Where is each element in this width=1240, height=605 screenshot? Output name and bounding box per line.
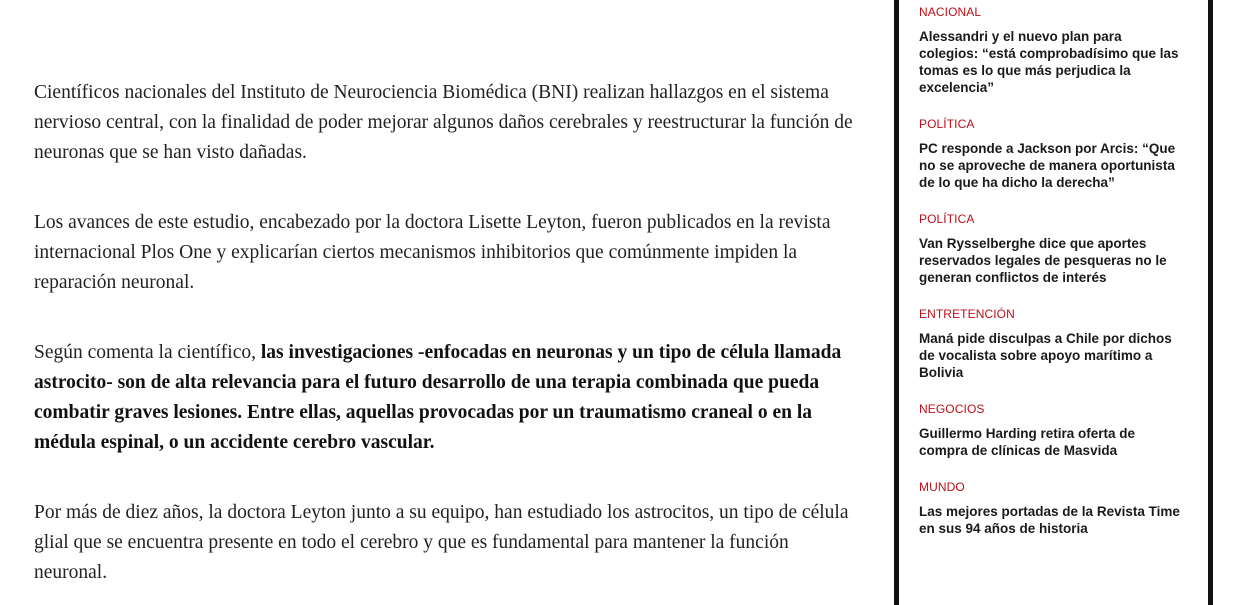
- sidebar-news-item[interactable]: [919, 117, 1208, 191]
- news-headline-link[interactable]: Alessandri y el nuevo plan para colegios: “está comprobadísimo que las tomas es lo que más perjudica la excelencia”: [919, 29, 1179, 95]
- sidebar-list: [899, 0, 1208, 537]
- paragraph-3-highlight: las investigaciones -enfocadas en neuronas y un tipo de célula llamada astrocito- son de alta relevancia para el futuro desarrollo de una terapia combinada que pueda combatir graves lesiones. Entre ellas, aquellas provocadas por un traumatismo craneal o en la médula espinal, o un accidente cerebro vascular.: [34, 342, 842, 453]
- sidebar-news-item[interactable]: [919, 402, 1208, 459]
- news-category[interactable]: ENTRETENCIÓN: [919, 307, 1015, 321]
- sidebar-news-item[interactable]: [919, 5, 1208, 96]
- news-category[interactable]: POLÍTICA: [919, 117, 975, 131]
- article-paragraph-3: [34, 338, 864, 458]
- news-headline-link[interactable]: PC responde a Jackson por Arcis: “Que no se aproveche de manera oportunista de lo que ha dicho la derecha”: [919, 141, 1176, 190]
- article-paragraph-2: Los avances de este estudio, encabezado por la doctora Lisette Leyton, fueron publicados en la revista internacional Plos One y explicarían ciertos mecanismos inhibitorios que comúnmente impiden la reparación neuronal.: [34, 212, 831, 293]
- sidebar-news-item[interactable]: [919, 307, 1208, 381]
- article-body: [34, 78, 864, 605]
- sidebar-news-item[interactable]: [919, 480, 1208, 537]
- news-headline-link[interactable]: Las mejores portadas de la Revista Time en sus 94 años de historia: [919, 504, 1180, 536]
- news-category[interactable]: NEGOCIOS: [919, 402, 985, 416]
- news-category[interactable]: NACIONAL: [919, 5, 982, 19]
- news-headline-link[interactable]: Maná pide disculpas a Chile por dichos de vocalista sobre apoyo marítimo a Bolivia: [919, 331, 1172, 380]
- article-paragraph-1: Científicos nacionales del Instituto de Neurociencia Biomédica (BNI) realizan hallazgos en el sistema nervioso central, con la finalidad de poder mejorar algunos daños cerebrales y reestructurar la función de neuronas que se han visto dañadas.: [34, 82, 853, 163]
- news-headline-link[interactable]: Van Rysselberghe dice que aportes reservados legales de pesqueras no le generan conflictos de interés: [919, 236, 1167, 285]
- paragraph-3-intro: Según comenta la científico,: [34, 342, 261, 363]
- related-news-sidebar: [894, 0, 1213, 605]
- article-paragraph-4: Por más de diez años, la doctora Leyton junto a su equipo, han estudiado los astrocitos, un tipo de célula glial que se encuentra presente en todo el cerebro y que es fundamental para mantener la función neuronal.: [34, 502, 849, 583]
- sidebar-news-item[interactable]: [919, 212, 1208, 286]
- news-headline-link[interactable]: Guillermo Harding retira oferta de compra de clínicas de Masvida: [919, 426, 1136, 458]
- news-category[interactable]: POLÍTICA: [919, 212, 975, 226]
- news-category[interactable]: MUNDO: [919, 480, 965, 494]
